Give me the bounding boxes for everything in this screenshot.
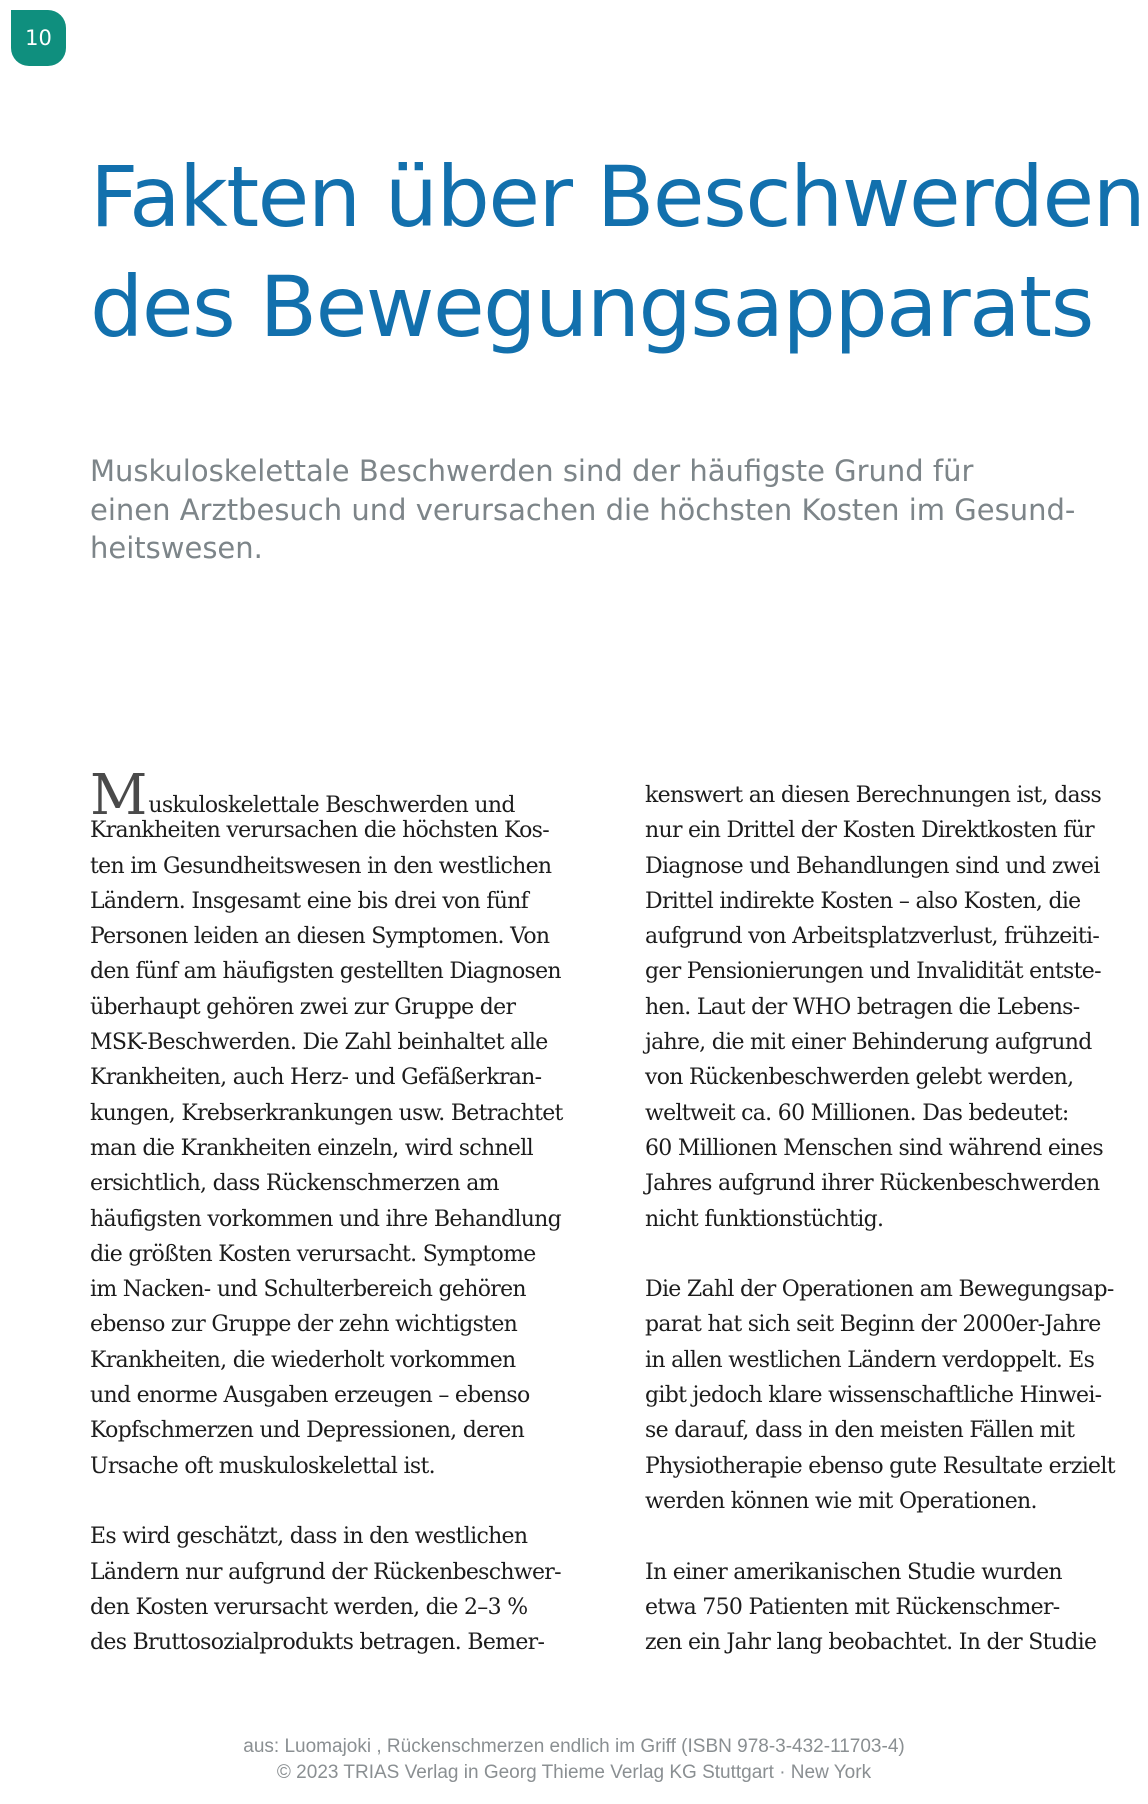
source-footer (0, 1734, 1148, 1786)
text-line: häufigsten vorkommen und ihre Behandlung (90, 1206, 562, 1232)
text-line: überhaupt gehören zwei zur Gruppe der (90, 994, 516, 1020)
text-line: aufgrund von Arbeitsplatzverlust, frühzeiti- (645, 924, 1100, 950)
text-line: MSK-Beschwerden. Die Zahl beinhaltet alle (90, 1030, 548, 1056)
text-line: Ländern nur aufgrund der Rückenbeschwer- (90, 1559, 561, 1585)
page-title (90, 142, 1144, 362)
body-paragraph (90, 813, 563, 1484)
body-paragraph (645, 1555, 1115, 1661)
first-line (90, 763, 563, 828)
body-column-left (90, 763, 563, 1660)
text-line: parat hat sich seit Beginn der 2000er-Jahre (645, 1312, 1101, 1338)
text-line: man die Krankheiten einzeln, wird schnell (90, 1135, 533, 1161)
text-line: von Rückenbeschwerden gelebt werden, (645, 1065, 1074, 1091)
title-line: Fakten über Beschwerden (90, 148, 1145, 246)
text-line: Ursache oft muskuloskelettal ist. (90, 1453, 435, 1479)
text-line: Diagnose und Behandlungen sind und zwei (645, 853, 1100, 879)
text-line: weltweit ca. 60 Millionen. Das bedeutet: (645, 1100, 1069, 1126)
text-line: nicht funktionstüchtig. (645, 1206, 884, 1232)
body-paragraph (90, 1519, 563, 1660)
text-line: ten im Gesundheitswesen in den westlichen (90, 853, 552, 879)
text-line: in allen westlichen Ländern verdoppelt. Es (645, 1347, 1095, 1373)
text-line: ebenso zur Gruppe der zehn wichtigsten (90, 1312, 518, 1338)
text-line: hen. Laut der WHO betragen die Lebens- (645, 994, 1080, 1020)
text-line: ger Pensionierungen und Invalidität entste- (645, 959, 1101, 985)
text-line: den Kosten verursacht werden, die 2–3 % (90, 1594, 528, 1620)
text-line: Krankheiten verursachen die höchsten Kos- (90, 818, 550, 844)
text-line: Es wird geschätzt, dass in den westlichen (90, 1524, 528, 1550)
page-number-badge: 10 (11, 10, 66, 66)
text-line: kenswert an diesen Berechnungen ist, dass (645, 783, 1102, 808)
text-line: zen ein Jahr lang beobachtet. In der Studie (645, 1630, 1097, 1656)
text-line: ersichtlich, dass Rückenschmerzen am (90, 1171, 499, 1197)
text-line: Die Zahl der Operationen am Bewegungsap- (645, 1277, 1114, 1303)
text-line: se darauf, dass in den meisten Fällen mit (645, 1418, 1075, 1444)
text-line: Kopfschmerzen und Depressionen, deren (90, 1418, 525, 1444)
text-line: In einer amerikanischen Studie wurden (645, 1559, 1062, 1585)
text-line: den fünf am häufigsten gestellten Diagnosen (90, 959, 561, 985)
text-line: Physiotherapie ebenso gute Resultate erzielt (645, 1453, 1115, 1479)
title-line: des Bewegungsapparats (90, 258, 1093, 356)
body-paragraph (645, 1272, 1115, 1519)
text-line: des Bruttosozialprodukts betragen. Bemer- (90, 1630, 545, 1656)
text-line: Ländern. Insgesamt eine bis drei von fünf (90, 888, 529, 914)
text-line: Jahres aufgrund ihrer Rückenbeschwerden (645, 1171, 1100, 1197)
text-line: kungen, Krebserkrankungen usw. Betrachtet (90, 1100, 563, 1126)
lead-line: Muskuloskelettale Beschwerden sind der häufigste Grund für (90, 454, 974, 488)
source-citation: aus: Luomajoki , Rückenschmerzen endlich im Griff (ISBN 978-3-432-11703-4) (243, 1736, 905, 1757)
lead-line: heitswesen. (90, 531, 263, 565)
text-line: Krankheiten, die wiederholt vorkommen (90, 1347, 516, 1373)
text-line: jahre, die mit einer Behinderung aufgrund (645, 1030, 1092, 1056)
text-line: im Nacken- und Schulterbereich gehören (90, 1277, 526, 1303)
text-line: nur ein Drittel der Kosten Direktkosten für (645, 818, 1095, 844)
text-line: die größten Kosten verursacht. Symptome (90, 1241, 536, 1267)
text-line: werden können wie mit Operationen. (645, 1488, 1037, 1514)
lead-paragraph (90, 452, 1075, 568)
text-line: Drittel indirekte Kosten – also Kosten, die (645, 888, 1081, 914)
lead-line: einen Arztbesuch und verursachen die höchsten Kosten im Gesund- (90, 492, 1076, 527)
body-paragraph (645, 778, 1115, 1237)
drop-cap: M (90, 763, 148, 828)
text-line: Krankheiten, auch Herz- und Gefäßerkran- (90, 1065, 542, 1091)
body-column-right (645, 778, 1115, 1660)
first-line-text: uskuloskelettale Beschwerden und (148, 793, 515, 818)
text-line: etwa 750 Patienten mit Rückenschmer- (645, 1594, 1060, 1620)
copyright-line: © 2023 TRIAS Verlag in Georg Thieme Verlag KG Stuttgart · New York (276, 1762, 872, 1783)
text-line: und enorme Ausgaben erzeugen – ebenso (90, 1383, 530, 1409)
text-line: Personen leiden an diesen Symptomen. Von (90, 924, 550, 950)
text-line: 60 Millionen Menschen sind während eines (645, 1135, 1103, 1161)
text-line: gibt jedoch klare wissenschaftliche Hinwei- (645, 1383, 1102, 1409)
